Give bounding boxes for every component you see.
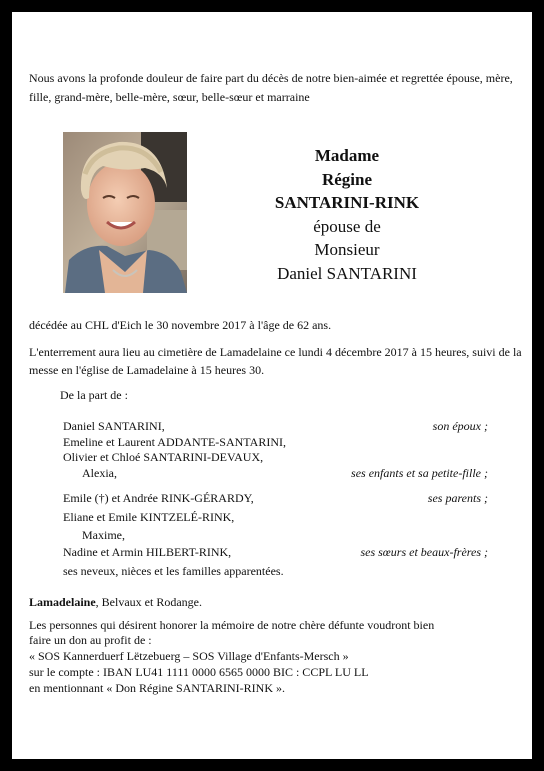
- place-line: [29, 594, 202, 610]
- deceased-last-name: SANTARINI-RINK: [274, 193, 420, 212]
- family-role: ses sœurs et beaux-frères ;: [360, 545, 488, 559]
- deceased-title: Madame: [314, 146, 380, 165]
- family-role: ses parents ;: [427, 491, 488, 505]
- deceased-first-name: Régine: [321, 169, 373, 189]
- donation-line: en mentionnant « Don Régine SANTARINI-RINK ».: [29, 681, 286, 695]
- donation-line: sur le compte : IBAN LU41 1111 0000 6565 0000 BIC : CCPL LU LL: [29, 665, 369, 679]
- family-role: son époux ;: [432, 419, 488, 433]
- family-line: Eliane et Emile KINTZELÉ-RINK,: [63, 510, 235, 524]
- from-label: De la part de :: [60, 388, 128, 402]
- family-role: ses enfants et sa petite-fille ;: [351, 466, 488, 480]
- family-line: Alexia,: [82, 466, 117, 480]
- donation-line: Les personnes qui désirent honorer la mémoire de notre chère défunte voudront bien: [29, 618, 435, 632]
- spouse-name: Daniel SANTARINI: [277, 263, 417, 283]
- family-line: Emeline et Laurent ADDANTE-SANTARINI,: [63, 435, 286, 449]
- funeral-notice: L'enterrement aura lieu au cimetière de Lamadelaine ce lundi 4 décembre 2017 à 15 heures, suivi de la messe en l'église de Lamadelaine à 15 heures 30.: [29, 345, 522, 377]
- deceased-name-block: [232, 144, 462, 285]
- portrait-photo: [63, 132, 187, 293]
- family-line: Maxime,: [82, 528, 125, 542]
- family-line-part: Emile (: [63, 491, 99, 505]
- spouse-title: Monsieur: [314, 240, 380, 259]
- donation-line: « SOS Kannerduerf Lëtzebuerg – SOS Village d'Enfants-Mersch »: [29, 649, 349, 663]
- cross-icon: †: [98, 491, 105, 505]
- donation-line: faire un don au profit de :: [29, 633, 152, 647]
- place-rest: , Belvaux et Rodange.: [95, 595, 202, 609]
- family-line: Daniel SANTARINI,: [63, 419, 165, 433]
- family-line: Nadine et Armin HILBERT-RINK,: [63, 545, 232, 559]
- place-name: Lamadelaine: [29, 595, 96, 609]
- death-notice: décédée au CHL d'Eich le 30 novembre 2017 à l'âge de 62 ans.: [29, 318, 332, 332]
- family-line: [63, 490, 254, 506]
- family-line: ses neveux, nièces et les familles apparentées.: [63, 564, 284, 578]
- family-line-part: ) et Andrée RINK-GÉRARDY,: [104, 491, 254, 505]
- obituary-page: [12, 12, 532, 759]
- intro-text: Nous avons la profonde douleur de faire part du décès de notre bien-aimée et regrettée épouse, mère, fille, grand-mère, belle-mère, sœur, belle-sœur et marraine: [29, 71, 513, 104]
- family-line: Olivier et Chloé SANTARINI-DEVAUX,: [63, 450, 264, 464]
- spouse-of-label: épouse de: [313, 216, 381, 236]
